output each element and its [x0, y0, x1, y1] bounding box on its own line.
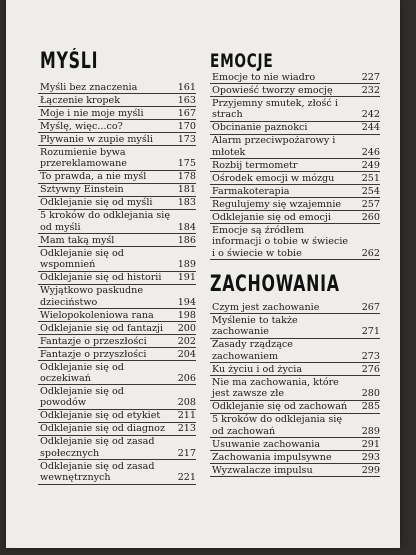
entry-title: Myślę, więc...co? — [40, 121, 123, 132]
entry-title: Zachowania impulsywne — [212, 451, 332, 463]
entry-title: Przyjemny smutek, złość i strach — [212, 98, 338, 121]
entry-title: 5 kroków do odklejania się od myśli — [40, 210, 171, 233]
entry-title: Odklejanie się od zasad społecznych — [40, 436, 155, 459]
toc-entry — [38, 285, 196, 309]
toc-entry — [210, 199, 380, 211]
entry-title: To prawda, a nie myśl — [40, 171, 147, 183]
entry-page: 232 — [361, 85, 380, 96]
toc-entry — [38, 235, 196, 247]
entry-title: Ośrodek emocji w mózgu — [212, 172, 335, 184]
entry-page: 194 — [177, 296, 196, 308]
toc-entry — [210, 401, 380, 413]
entry-title: Alarm przeciwpożarowy i młotek — [212, 135, 336, 158]
toc-entry — [38, 386, 196, 410]
entry-page: 217 — [177, 447, 196, 459]
toc-entry — [210, 339, 380, 363]
entry-title: Nie ma zachowania, które jest zawsze złe — [212, 376, 339, 400]
entry-title: Odklejanie się od powodów — [40, 386, 124, 409]
toc-entry — [38, 108, 196, 120]
entry-page: 280 — [361, 388, 380, 400]
section-heading-mysli: MYŚLI — [40, 49, 99, 74]
toc-entry — [210, 302, 380, 314]
entry-title: Rozbij termometr — [212, 159, 298, 171]
entry-title: Czym jest zachowanie — [212, 302, 320, 314]
entry-title: Usuwanie zachowania — [212, 438, 321, 450]
entry-page: 167 — [177, 108, 196, 119]
entry-page: 249 — [361, 159, 380, 171]
entry-title: Odklejanie się od fantazji — [40, 322, 164, 334]
toc-list-zachowania — [210, 302, 380, 477]
entry-page: 208 — [177, 397, 196, 409]
entry-page: 257 — [361, 198, 380, 210]
entry-page: 271 — [361, 326, 380, 338]
entry-page: 206 — [177, 373, 196, 385]
entry-title: Regulujemy się wzajemnie — [212, 198, 342, 210]
entry-title: Wyzwalacze impulsu — [212, 464, 313, 476]
entry-title: Odklejanie się od historii — [40, 272, 162, 284]
entry-title: 5 kroków do odklejania się od zachowań — [212, 414, 343, 437]
entry-title: Sztywny Einstein — [40, 184, 124, 196]
toc-entry — [210, 98, 380, 122]
toc-entry — [38, 436, 196, 460]
section-heading-emocje: EMOCJE — [210, 50, 274, 72]
entry-title: Odklejanie się od etykiet — [40, 410, 161, 422]
toc-entry — [210, 160, 380, 172]
entry-title: Zasady rządzące zachowaniem — [212, 339, 293, 362]
entry-page: 175 — [177, 158, 196, 170]
entry-page: 246 — [361, 146, 380, 158]
toc-entry — [210, 122, 380, 134]
toc-entry — [210, 173, 380, 185]
toc-entry — [210, 85, 380, 97]
entry-title: Ku życiu i od życia — [212, 363, 303, 375]
toc-list-mysli — [38, 82, 196, 485]
book-page — [6, 0, 400, 548]
entry-title: Wyjątkowo paskudne dzieciństwo — [40, 285, 144, 308]
entry-title: Emocje to nie wiadro — [212, 72, 316, 83]
toc-entry — [38, 121, 196, 133]
toc-entry — [38, 82, 196, 94]
entry-page: 293 — [361, 451, 380, 463]
entry-page: 299 — [361, 464, 380, 476]
toc-entry — [38, 410, 196, 422]
toc-entry — [210, 72, 380, 84]
toc-entry — [210, 364, 380, 376]
entry-page: 213 — [177, 423, 196, 435]
entry-page: 202 — [177, 335, 196, 347]
entry-page: 189 — [177, 259, 196, 271]
toc-entry — [38, 248, 196, 272]
entry-title: Pływanie w zupie myśli — [40, 134, 153, 145]
entry-title: Odklejanie się od myśli — [40, 197, 153, 209]
entry-page: 204 — [177, 348, 196, 360]
entry-page: 186 — [177, 234, 196, 246]
entry-page: 178 — [177, 171, 196, 183]
toc-entry — [210, 439, 380, 451]
entry-page: 198 — [177, 309, 196, 321]
toc-entry — [38, 272, 196, 284]
toc-entry — [210, 212, 380, 224]
toc-entry — [38, 171, 196, 183]
toc-entry — [210, 452, 380, 464]
toc-entry — [38, 323, 196, 335]
entry-page: 273 — [361, 350, 380, 362]
entry-page: 181 — [177, 184, 196, 196]
entry-page: 173 — [177, 134, 196, 145]
toc-entry — [210, 225, 380, 260]
entry-page: 170 — [177, 121, 196, 132]
entry-title: Obcinanie paznokci — [212, 122, 308, 134]
entry-page: 227 — [361, 72, 380, 83]
toc-entry — [38, 147, 196, 171]
entry-page: 267 — [361, 302, 380, 314]
entry-title: Odklejanie się od oczekiwań — [40, 361, 124, 385]
toc-entry — [38, 95, 196, 107]
toc-entry — [210, 186, 380, 198]
entry-page: 254 — [361, 185, 380, 197]
entry-page: 191 — [177, 272, 196, 284]
toc-entry — [38, 197, 196, 209]
entry-title: Łączenie kropek — [40, 95, 121, 106]
entry-page: 244 — [361, 122, 380, 134]
toc-entry — [210, 377, 380, 401]
toc-entry — [38, 336, 196, 348]
toc-entry — [210, 315, 380, 339]
entry-page: 183 — [177, 197, 196, 209]
entry-page: 251 — [361, 172, 380, 184]
toc-list-emocje — [210, 72, 380, 260]
entry-title: Wielopokoleniowa rana — [40, 309, 154, 321]
entry-title: Mam taką myśl — [40, 234, 115, 246]
toc-entry — [38, 423, 196, 435]
entry-title: Myślenie to także zachowanie — [212, 315, 298, 338]
toc-entry — [210, 414, 380, 438]
entry-title: Myśli bez znaczenia — [40, 82, 138, 93]
entry-page: 184 — [177, 221, 196, 233]
entry-title: Opowieść tworzy emocję — [212, 85, 333, 96]
toc-entry — [38, 310, 196, 322]
entry-title: Farmakoterapia — [212, 185, 290, 197]
entry-title: Rozumienie bywa przereklamowane — [40, 147, 127, 170]
toc-entry — [38, 362, 196, 386]
toc-entry — [38, 210, 196, 234]
entry-page: 200 — [177, 322, 196, 334]
entry-title: Odklejanie się od zachowań — [212, 401, 348, 413]
entry-page: 262 — [361, 247, 380, 259]
entry-page: 161 — [177, 82, 196, 93]
entry-page: 276 — [361, 363, 380, 375]
entry-title: Moje i nie moje myśli — [40, 108, 144, 119]
entry-title: Fantazje o przyszłości — [40, 348, 147, 360]
entry-page: 163 — [177, 95, 196, 106]
entry-title: Fantazje o przeszłości — [40, 335, 147, 347]
toc-entry — [38, 461, 196, 485]
column-left — [38, 50, 196, 485]
entry-page: 285 — [361, 401, 380, 413]
toc-entry — [38, 349, 196, 361]
entry-title: Odklejanie się od zasad wewnętrznych — [40, 460, 155, 484]
column-right — [210, 50, 380, 478]
toc-entry — [38, 134, 196, 146]
toc-entry — [210, 465, 380, 477]
entry-page: 221 — [177, 472, 196, 484]
entry-title: Odklejanie się od emocji — [212, 211, 331, 223]
entry-page: 291 — [361, 438, 380, 450]
entry-title: Emocje są źródłem informacji o tobie w świecie i o świecie w tobie — [212, 224, 349, 259]
entry-page: 242 — [361, 109, 380, 121]
entry-page: 211 — [177, 410, 196, 422]
entry-page: 289 — [361, 425, 380, 437]
entry-title: Odklejanie się od wspomnień — [40, 247, 124, 271]
toc-entry — [38, 184, 196, 196]
entry-title: Odklejanie się od diagnoz — [40, 423, 165, 435]
section-heading-zachowania: ZACHOWANIA — [210, 272, 340, 298]
toc-entry — [210, 135, 380, 159]
entry-page: 260 — [361, 211, 380, 223]
